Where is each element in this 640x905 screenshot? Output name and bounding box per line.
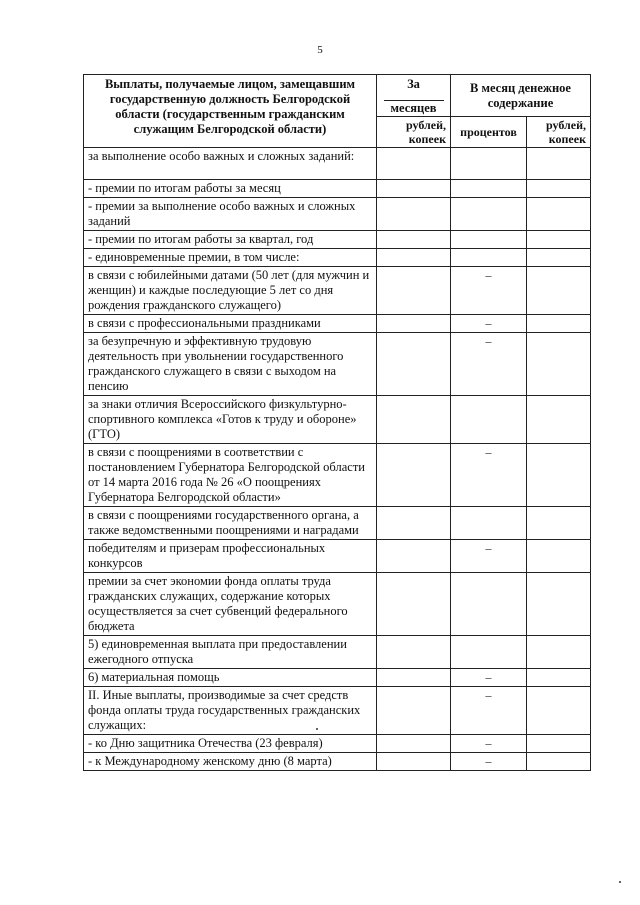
subheader-percent: процентов xyxy=(451,117,527,148)
row-label: - премии по итогам работы за месяц xyxy=(84,180,377,198)
row-label: в связи с юбилейными датами (50 лет (для мужчин и женщин) и каждые последующие 5 лет со дня рождения гражданского служащего) xyxy=(84,267,377,315)
table-row xyxy=(84,249,591,267)
cell-period xyxy=(377,735,451,753)
cell-rubles xyxy=(527,540,591,573)
cell-period xyxy=(377,148,451,180)
table-row xyxy=(84,753,591,771)
table-row xyxy=(84,735,591,753)
cell-period xyxy=(377,198,451,231)
cell-rubles xyxy=(527,687,591,735)
subheader-rubles-monthly: рублей, копеек xyxy=(527,117,591,148)
scan-speck xyxy=(316,728,318,730)
cell-rubles xyxy=(527,507,591,540)
cell-period xyxy=(377,507,451,540)
row-label: 5) единовременная выплата при предоставлении ежегодного отпуска xyxy=(84,636,377,669)
cell-period xyxy=(377,315,451,333)
table-row xyxy=(84,687,591,735)
header-payments: Выплаты, получаемые лицом, замещавшим государственную должность Белгородской области (государственным гражданским служащим Белгородской области) xyxy=(84,75,377,148)
table-row xyxy=(84,396,591,444)
cell-period xyxy=(377,753,451,771)
row-label: - единовременные премии, в том числе: xyxy=(84,249,377,267)
cell-period xyxy=(377,687,451,735)
cell-period xyxy=(377,231,451,249)
cell-period xyxy=(377,333,451,396)
table-row xyxy=(84,148,591,180)
cell-rubles xyxy=(527,249,591,267)
row-label: премии за счет экономии фонда оплаты труда гражданских служащих, содержание которых осуществляется за счет субвенций федерального бюджета xyxy=(84,573,377,636)
row-label: в связи с профессиональными праздниками xyxy=(84,315,377,333)
cell-rubles xyxy=(527,180,591,198)
cell-rubles xyxy=(527,669,591,687)
cell-period xyxy=(377,669,451,687)
cell-rubles xyxy=(527,753,591,771)
table-header-row xyxy=(84,75,591,117)
cell-percent xyxy=(451,507,527,540)
row-label: 6) материальная помощь xyxy=(84,669,377,687)
cell-percent xyxy=(451,636,527,669)
page-number: 5 xyxy=(317,44,323,56)
cell-percent: – xyxy=(451,267,527,315)
table-row xyxy=(84,180,591,198)
cell-rubles xyxy=(527,636,591,669)
cell-rubles xyxy=(527,444,591,507)
table-row xyxy=(84,444,591,507)
cell-rubles xyxy=(527,198,591,231)
row-label: - премии за выполнение особо важных и сложных заданий xyxy=(84,198,377,231)
header-monthly-salary: В месяц денежное содержание xyxy=(451,75,591,117)
cell-percent xyxy=(451,231,527,249)
row-label: II. Иные выплаты, производимые за счет средств фонда оплаты труда государственных гражданских служащих: xyxy=(84,687,377,735)
cell-percent: – xyxy=(451,669,527,687)
cell-rubles xyxy=(527,396,591,444)
row-label: в связи с поощрениями государственного органа, а также ведомственными поощрениями и наградами xyxy=(84,507,377,540)
cell-percent: – xyxy=(451,735,527,753)
cell-percent: – xyxy=(451,333,527,396)
cell-period xyxy=(377,573,451,636)
cell-period xyxy=(377,396,451,444)
row-label: - ко Дню защитника Отечества (23 февраля) xyxy=(84,735,377,753)
cell-percent xyxy=(451,249,527,267)
cell-percent: – xyxy=(451,444,527,507)
cell-period xyxy=(377,180,451,198)
cell-rubles xyxy=(527,148,591,180)
cell-percent: – xyxy=(451,315,527,333)
cell-percent xyxy=(451,198,527,231)
scan-speck xyxy=(619,881,621,883)
header-period-top: За xyxy=(407,77,420,91)
table-row xyxy=(84,669,591,687)
header-period-bottom: месяцев xyxy=(390,101,437,115)
row-label: за безупречную и эффективную трудовую деятельность при увольнении государственного гражданского служащего в связи с выходом на пенсию xyxy=(84,333,377,396)
cell-rubles xyxy=(527,267,591,315)
header-period xyxy=(377,75,451,117)
cell-percent xyxy=(451,180,527,198)
table-row xyxy=(84,198,591,231)
cell-rubles xyxy=(527,231,591,249)
cell-rubles xyxy=(527,333,591,396)
cell-percent xyxy=(451,148,527,180)
cell-percent: – xyxy=(451,687,527,735)
table-row xyxy=(84,333,591,396)
cell-period xyxy=(377,444,451,507)
table-row xyxy=(84,315,591,333)
table-row xyxy=(84,540,591,573)
cell-period xyxy=(377,540,451,573)
cell-percent: – xyxy=(451,540,527,573)
table-row xyxy=(84,573,591,636)
table-row xyxy=(84,507,591,540)
payments-table xyxy=(83,74,591,771)
cell-percent xyxy=(451,396,527,444)
cell-period xyxy=(377,267,451,315)
cell-period xyxy=(377,249,451,267)
cell-rubles xyxy=(527,315,591,333)
row-label: победителям и призерам профессиональных конкурсов xyxy=(84,540,377,573)
row-label: в связи с поощрениями в соответствии с постановлением Губернатора Белгородской области от 14 марта 2016 года № 26 «О поощрениях Губернатора Белгородской области» xyxy=(84,444,377,507)
cell-period xyxy=(377,636,451,669)
row-label: - премии по итогам работы за квартал, год xyxy=(84,231,377,249)
cell-rubles xyxy=(527,735,591,753)
cell-percent xyxy=(451,573,527,636)
row-label: - к Международному женскому дню (8 марта) xyxy=(84,753,377,771)
row-label: за выполнение особо важных и сложных заданий: xyxy=(84,148,377,180)
subheader-rubles-period: рублей, копеек xyxy=(377,117,451,148)
row-label: за знаки отличия Всероссийского физкультурно-спортивного комплекса «Готов к труду и обороне» (ГТО) xyxy=(84,396,377,444)
table-row xyxy=(84,636,591,669)
cell-percent: – xyxy=(451,753,527,771)
table-row xyxy=(84,231,591,249)
cell-rubles xyxy=(527,573,591,636)
table-row xyxy=(84,267,591,315)
